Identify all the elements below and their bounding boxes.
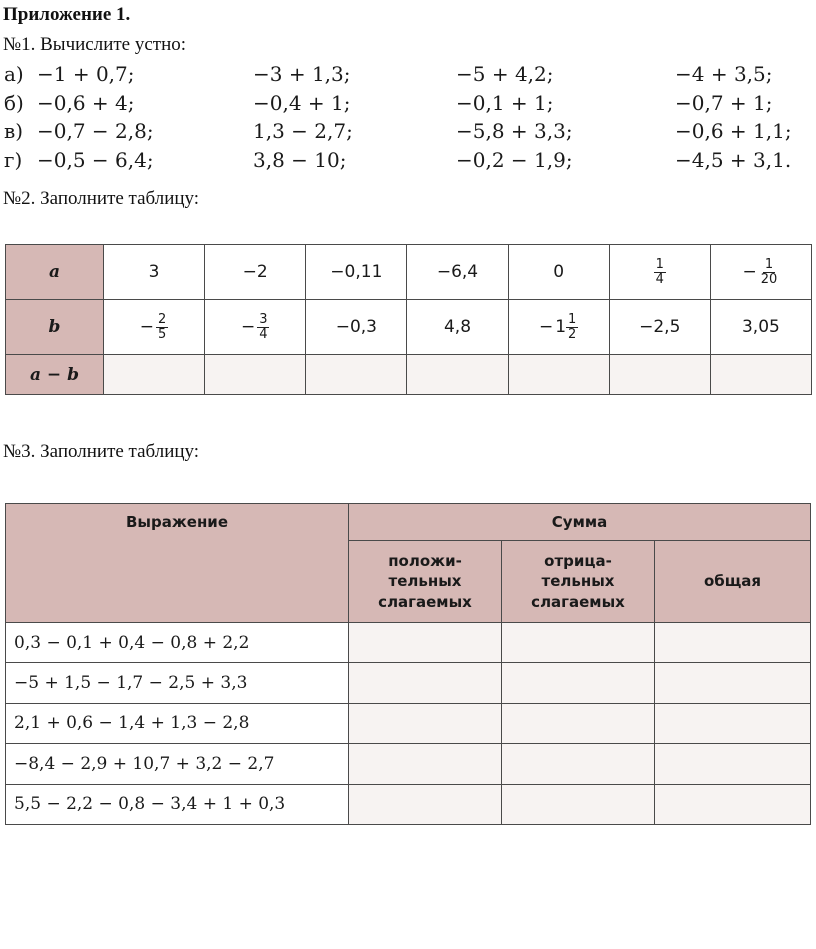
expression-cell: −8,4 − 2,9 + 10,7 + 3,2 − 2,7 — [6, 744, 349, 784]
a-value: −0,11 — [306, 245, 407, 300]
expression: −0,7 + 1; — [675, 90, 773, 115]
subheader-total: общая — [655, 541, 811, 623]
answer-cell[interactable] — [349, 663, 502, 703]
a-value-fraction — [609, 245, 710, 300]
b-value: 4,8 — [407, 300, 508, 355]
answer-cell[interactable] — [349, 623, 502, 663]
subheader-positive: положи- тельных слагаемых — [349, 541, 502, 623]
answer-cell[interactable] — [349, 703, 502, 743]
expression: −0,2 − 1,9; — [456, 147, 573, 172]
answer-cell[interactable] — [609, 355, 710, 395]
answer-cell[interactable] — [407, 355, 508, 395]
expression: −4,5 + 3,1. — [675, 147, 792, 172]
table-row-b — [6, 300, 812, 355]
answer-cell[interactable] — [502, 623, 655, 663]
task3-heading: №3. Заполните таблицу: — [3, 441, 200, 462]
fraction-numerator: 2 — [158, 312, 167, 328]
fraction — [566, 313, 578, 341]
expression-cell: 5,5 − 2,2 − 0,8 − 3,4 + 1 + 0,3 — [6, 784, 349, 824]
task1-exercises — [0, 62, 816, 176]
table-row — [6, 744, 811, 784]
fraction-denominator: 4 — [655, 271, 664, 287]
expression-cell: 0,3 − 0,1 + 0,4 − 0,8 + 2,2 — [6, 623, 349, 663]
answer-cell[interactable] — [502, 744, 655, 784]
table-row-a — [6, 245, 812, 300]
fraction-denominator: 4 — [259, 326, 268, 342]
table-row — [6, 703, 811, 743]
fraction-denominator: 20 — [760, 271, 778, 287]
answer-cell[interactable] — [655, 784, 811, 824]
minus-sign: − — [240, 317, 256, 338]
answer-cell[interactable] — [655, 703, 811, 743]
answer-cell[interactable] — [508, 355, 609, 395]
expression: −0,1 + 1; — [456, 90, 554, 115]
b-value-fraction — [205, 300, 306, 355]
task2-table — [5, 244, 812, 395]
fraction — [654, 258, 666, 286]
answer-cell[interactable] — [349, 744, 502, 784]
task2-heading: №2. Заполните таблицу: — [3, 188, 200, 209]
task3-table — [5, 503, 811, 825]
row-header-diff: a − b — [6, 355, 104, 395]
answer-cell[interactable] — [306, 355, 407, 395]
expression: −5 + 4,2; — [456, 62, 554, 86]
b-value: −0,3 — [306, 300, 407, 355]
expression: 3,8 − 10; — [253, 147, 347, 172]
a-value: −6,4 — [407, 245, 508, 300]
row-label: г) — [4, 147, 23, 172]
b-value: 3,05 — [710, 300, 811, 355]
minus-sign: − — [538, 317, 554, 338]
answer-cell[interactable] — [655, 623, 811, 663]
row-label: а) — [4, 62, 24, 86]
column-header-sum: Сумма — [349, 504, 811, 541]
row-header-a: a — [6, 245, 104, 300]
a-value: −2 — [205, 245, 306, 300]
appendix-title: Приложение 1. — [3, 4, 131, 25]
fraction — [257, 313, 269, 341]
answer-cell[interactable] — [349, 784, 502, 824]
fraction-denominator: 5 — [158, 326, 167, 342]
a-value: 0 — [508, 245, 609, 300]
minus-sign: − — [742, 262, 757, 283]
fraction — [156, 313, 168, 341]
fraction-numerator: 3 — [259, 312, 268, 328]
answer-cell[interactable] — [502, 784, 655, 824]
column-header-expression: Выражение — [6, 504, 349, 623]
expression: −5,8 + 3,3; — [456, 119, 573, 143]
exercise-row-b — [0, 91, 816, 120]
fraction — [759, 258, 780, 286]
b-value: −2,5 — [609, 300, 710, 355]
answer-cell[interactable] — [655, 744, 811, 784]
exercise-row-v — [0, 119, 816, 148]
answer-cell[interactable] — [655, 663, 811, 703]
exercise-row-g — [0, 148, 816, 177]
table-row — [6, 784, 811, 824]
expression: −0,5 − 6,4; — [37, 147, 154, 172]
a-value-fraction — [710, 245, 811, 300]
row-label: в) — [4, 119, 24, 143]
expression: −1 + 0,7; — [37, 62, 135, 86]
answer-cell[interactable] — [710, 355, 811, 395]
row-header-b: b — [6, 300, 104, 355]
expression: −0,6 + 4; — [37, 90, 135, 115]
answer-cell[interactable] — [502, 703, 655, 743]
row-label: б) — [4, 90, 24, 115]
answer-cell[interactable] — [205, 355, 306, 395]
expression: 1,3 − 2,7; — [253, 119, 353, 143]
task1-heading: №1. Вычислите устно: — [3, 34, 187, 55]
table-row — [6, 623, 811, 663]
table-row-diff — [6, 355, 812, 395]
expression-cell: −5 + 1,5 − 1,7 − 2,5 + 3,3 — [6, 663, 349, 703]
expression: −4 + 3,5; — [675, 62, 773, 86]
answer-cell[interactable] — [104, 355, 205, 395]
expression: −0,6 + 1,1; — [675, 119, 792, 143]
expression: −0,4 + 1; — [253, 90, 351, 115]
fraction-numerator: 1 — [568, 312, 577, 328]
answer-cell[interactable] — [502, 663, 655, 703]
b-value-fraction — [104, 300, 205, 355]
table-header-row — [6, 504, 811, 541]
expression-cell: 2,1 + 0,6 − 1,4 + 1,3 − 2,8 — [6, 703, 349, 743]
expression: −3 + 1,3; — [253, 62, 351, 86]
whole-part: 1 — [555, 317, 567, 338]
fraction-numerator: 1 — [655, 256, 664, 272]
subheader-negative: отрица- тельных слагаемых — [502, 541, 655, 623]
fraction-denominator: 2 — [568, 326, 577, 342]
minus-sign: − — [139, 317, 155, 338]
table-row — [6, 663, 811, 703]
b-value-mixed — [508, 300, 609, 355]
fraction-numerator: 1 — [764, 256, 774, 272]
expression: −0,7 − 2,8; — [37, 119, 154, 143]
exercise-row-a — [0, 62, 816, 91]
a-value: 3 — [104, 245, 205, 300]
